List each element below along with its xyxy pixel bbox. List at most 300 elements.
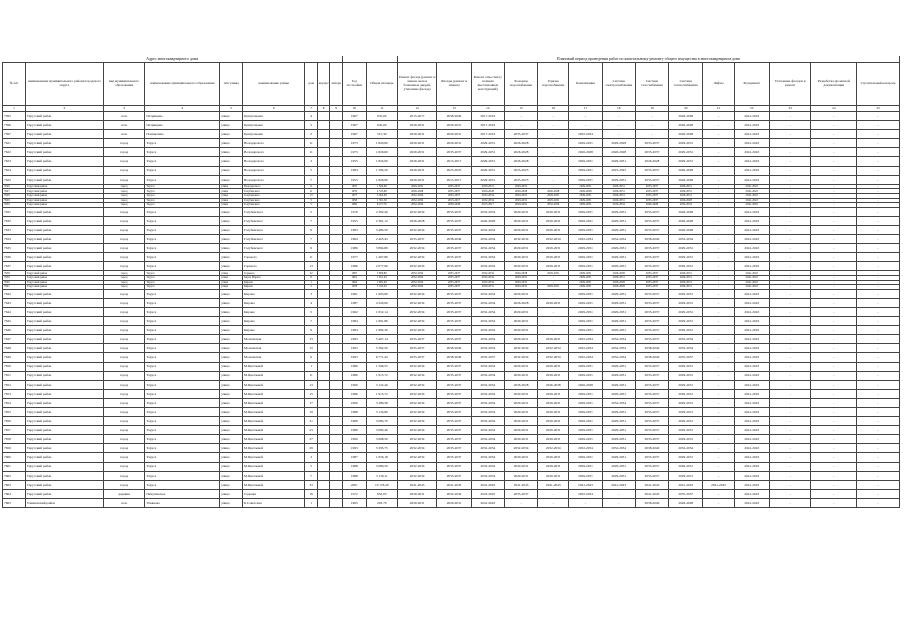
table-cell: Таруса — [145, 253, 220, 262]
table-cell: 2035-2037 — [635, 389, 668, 398]
table-cell: 2029-2031 — [504, 203, 537, 208]
table-cell: 2035-2037 — [635, 435, 668, 444]
table-cell: улица — [220, 317, 243, 326]
table-cell: Тарусский район — [25, 298, 103, 307]
table-cell: 2035-2037 — [635, 175, 668, 184]
table-cell: 2032-2034 — [397, 193, 436, 198]
table-cell: 1 656,18 — [366, 453, 397, 462]
table-cell: 3 068,50 — [366, 435, 397, 444]
table-cell: 1976 — [342, 189, 366, 194]
table-row — [3, 207, 900, 216]
table-cell: 2041-2043 — [734, 471, 769, 480]
column-header: Строительный контроль — [857, 63, 900, 106]
table-cell: 2029-2031 — [504, 198, 537, 203]
table-cell: улица — [220, 244, 243, 253]
table-row — [3, 371, 900, 380]
table-cell: Таруса — [145, 317, 220, 326]
table-cell — [330, 453, 343, 462]
table-cell: 2038-2040 — [635, 235, 668, 244]
table-cell: 2029-2031 — [569, 426, 602, 435]
table-cell: город — [103, 307, 145, 316]
table-cell: 2026-2028 — [602, 271, 635, 276]
column-number: 25 — [857, 106, 900, 112]
table-cell: М.Цветаевой — [243, 398, 305, 407]
table-cell: 2029-2031 — [538, 417, 569, 426]
table-cell: город — [103, 398, 145, 407]
table-cell: 2041-2043 — [734, 130, 769, 139]
table-cell: - — [811, 371, 857, 380]
table-cell: 2032-2034 — [437, 489, 471, 498]
table-cell: улица — [220, 362, 243, 371]
table-cell: 2029-2031 — [437, 498, 471, 507]
column-header: Канализация — [569, 63, 602, 106]
table-cell: улица — [220, 175, 243, 184]
table-row — [3, 389, 900, 398]
table-cell: 7656 — [3, 417, 26, 426]
table-cell: - — [811, 285, 857, 290]
table-cell: Тарусский район — [25, 262, 103, 271]
table-cell: 1 820,60 — [366, 139, 397, 148]
table-cell: Тарусский район — [25, 225, 103, 234]
table-cell: улица — [220, 471, 243, 480]
table-cell: 4 — [305, 298, 317, 307]
table-cell: - — [504, 112, 537, 121]
table-cell: город — [103, 426, 145, 435]
table-cell: 2041-2043 — [734, 489, 769, 498]
table-cell: 2032-2034 — [471, 271, 504, 276]
table-cell: - — [857, 480, 900, 489]
table-cell: - — [538, 307, 569, 316]
table-cell — [317, 462, 329, 471]
table-cell: 2035-2037 — [635, 280, 668, 285]
table-cell: 2035-2037 — [635, 253, 668, 262]
table-cell: 7597 — [3, 130, 26, 139]
table-cell: 7659 — [3, 444, 26, 453]
table-cell — [330, 307, 343, 316]
table-cell: 1982 — [342, 203, 366, 208]
table-cell: деревня — [103, 489, 145, 498]
table-cell: 2032-2034 — [471, 444, 504, 453]
table-cell: 15 — [305, 389, 317, 398]
table-cell — [317, 121, 329, 130]
table-cell: улица — [220, 326, 243, 335]
table-cell: 1990 — [342, 398, 366, 407]
table-row — [3, 166, 900, 175]
table-cell: 2032-2034 — [471, 253, 504, 262]
table-cell: 635,00 — [366, 112, 397, 121]
table-cell: 2035-2037 — [635, 462, 668, 471]
table-cell: 2041-2043 — [734, 289, 769, 298]
table-cell — [317, 426, 329, 435]
table-cell: 2032-2034 — [397, 203, 436, 208]
table-row — [3, 335, 900, 344]
table-cell — [330, 166, 343, 175]
column-number: 7 — [305, 106, 317, 112]
table-cell: 1 599,55 — [366, 362, 397, 371]
table-cell: 2041-2043 — [635, 480, 668, 489]
table-cell: - — [635, 121, 668, 130]
table-cell: город — [103, 193, 145, 198]
table-cell: 2032-2034 — [471, 225, 504, 234]
table-cell: 6 277,70 — [366, 203, 397, 208]
table-cell: 7653 — [3, 389, 26, 398]
table-cell: - — [769, 189, 811, 194]
table-cell: город — [103, 326, 145, 335]
periods-group-header: Плановый период проведения работ по капитальному ремонту общего имущества в многоквартирном доме — [397, 56, 899, 63]
table-cell: 2032-2034 — [504, 235, 537, 244]
table-cell: Голубевского — [243, 225, 305, 234]
table-cell: 1983 — [342, 225, 366, 234]
table-cell: 1 — [305, 280, 317, 285]
table-cell: Таруса — [145, 203, 220, 208]
table-cell: 7629 — [3, 198, 26, 203]
table-cell: 2041-2043 — [734, 285, 769, 290]
table-cell: 7665 — [3, 498, 26, 507]
table-cell: - — [857, 453, 900, 462]
table-cell: - — [857, 444, 900, 453]
table-cell: 2029-2031 — [397, 139, 436, 148]
table-cell: Таруса — [145, 198, 220, 203]
table-cell: - — [811, 262, 857, 271]
column-header: Разработка проектной документации — [811, 63, 857, 106]
table-cell: Голубевского — [243, 193, 305, 198]
table-cell: 1967 — [342, 121, 366, 130]
table-cell: 2029-2031 — [602, 184, 635, 189]
table-row — [3, 298, 900, 307]
table-cell: 2035-2037 — [635, 362, 668, 371]
table-cell: Володарского — [243, 166, 305, 175]
table-cell: 2029-2031 — [602, 193, 635, 198]
table-cell: 2032-2034 — [538, 235, 569, 244]
table-cell: - — [769, 380, 811, 389]
table-cell: - — [703, 471, 734, 480]
table-cell: 2029-2031 — [669, 317, 703, 326]
table-cell: 3 122,40 — [366, 380, 397, 389]
table-cell: 2029-2031 — [569, 198, 602, 203]
table-cell: 2041-2043 — [471, 480, 504, 489]
table-cell: 2029-2031 — [602, 317, 635, 326]
table-cell — [330, 389, 343, 398]
table-cell: 2032-2034 — [569, 344, 602, 353]
table-cell: улица — [220, 271, 243, 276]
table-cell: 2029-2031 — [504, 389, 537, 398]
table-cell: Горького — [243, 271, 305, 276]
table-cell: 2029-2031 — [569, 453, 602, 462]
table-cell: 2032-2034 — [471, 262, 504, 271]
table-cell: 2035-2037 — [635, 298, 668, 307]
table-cell: Кирова — [243, 289, 305, 298]
table-cell: улица — [220, 353, 243, 362]
table-cell: Кирова — [243, 317, 305, 326]
table-cell: 3 362,00 — [366, 193, 397, 198]
table-cell: 1955 — [342, 216, 366, 225]
table-cell: 2015-2017 — [437, 175, 471, 184]
table-cell: - — [811, 166, 857, 175]
table-cell: город — [103, 203, 145, 208]
table-cell: - — [857, 203, 900, 208]
table-cell: 2029-2031 — [669, 275, 703, 280]
table-cell: 2032-2034 — [397, 298, 436, 307]
table-cell: - — [703, 207, 734, 216]
table-cell: Петрищево — [145, 112, 220, 121]
table-cell: - — [857, 417, 900, 426]
table-cell: город — [103, 407, 145, 416]
table-cell: Тарусский район — [25, 280, 103, 285]
table-cell: - — [857, 398, 900, 407]
table-cell: 2032-2034 — [538, 203, 569, 208]
table-cell: - — [811, 225, 857, 234]
column-number: 15 — [504, 106, 537, 112]
table-cell: 5 — [305, 307, 317, 316]
table-cell: Тарусский район — [25, 417, 103, 426]
table-cell: 2041-2043 — [669, 480, 703, 489]
table-cell: улица — [220, 139, 243, 148]
table-cell: - — [538, 130, 569, 139]
table-cell: 2032-2034 — [397, 207, 436, 216]
table-cell: 2029-2031 — [538, 253, 569, 262]
table-cell: 1 651,63 — [366, 275, 397, 280]
table-cell: Тарусский район — [25, 344, 103, 353]
table-cell: Тарусский район — [25, 112, 103, 121]
column-header: Фундамент — [734, 63, 769, 106]
table-cell: улица — [220, 444, 243, 453]
table-cell: 2035-2037 — [437, 307, 471, 316]
table-cell: 2035-2037 — [635, 166, 668, 175]
table-cell: 2029-2031 — [471, 184, 504, 189]
table-cell: 13 — [305, 380, 317, 389]
table-cell: - — [703, 371, 734, 380]
table-row — [3, 489, 900, 498]
table-cell: Таруса — [145, 175, 220, 184]
table-cell: Голубевского — [243, 189, 305, 194]
table-cell: 2026-2028 — [504, 380, 537, 389]
table-cell: Кирова — [243, 326, 305, 335]
table-cell: - — [857, 362, 900, 371]
table-cell: 2029-2031 — [569, 362, 602, 371]
table-cell: 2029-2031 — [504, 371, 537, 380]
table-cell: Таруса — [145, 184, 220, 189]
table-cell: 2035-2037 — [635, 193, 668, 198]
table-cell: - — [703, 353, 734, 362]
table-cell: 2035-2037 — [635, 271, 668, 276]
table-cell: - — [703, 444, 734, 453]
table-cell: Таруса — [145, 166, 220, 175]
table-cell: 2035-2037 — [437, 371, 471, 380]
table-cell: - — [769, 335, 811, 344]
table-cell: город — [103, 280, 145, 285]
table-cell: город — [103, 480, 145, 489]
table-cell: Володарского — [243, 184, 305, 189]
table-cell: 1 824,00 — [366, 184, 397, 189]
table-cell: М.Цветаевой — [243, 389, 305, 398]
table-cell: - — [703, 157, 734, 166]
table-cell: - — [857, 489, 900, 498]
table-cell: село — [103, 121, 145, 130]
table-cell: - — [703, 335, 734, 344]
table-cell: Таруса — [145, 326, 220, 335]
table-cell: 2029-2031 — [569, 216, 602, 225]
column-number: 6 — [243, 106, 305, 112]
table-row — [3, 112, 900, 121]
table-cell: 2029-2031 — [538, 362, 569, 371]
table-cell: 2035-2037 — [471, 353, 504, 362]
table-cell: 2 405,45 — [366, 235, 397, 244]
table-cell: 2029-2031 — [569, 139, 602, 148]
table-cell: - — [857, 285, 900, 290]
table-cell: 2041-2043 — [734, 353, 769, 362]
table-cell: 11 — [305, 253, 317, 262]
table-cell: 2035-2037 — [635, 289, 668, 298]
table-cell: 2026-2028 — [397, 189, 436, 194]
table-cell: 1965 — [342, 498, 366, 507]
table-cell: 2041-2043 — [734, 344, 769, 353]
table-cell: 3 139,11 — [366, 471, 397, 480]
table-cell: 2032-2034 — [397, 244, 436, 253]
table-cell: - — [769, 444, 811, 453]
table-cell: 2035-2037 — [635, 207, 668, 216]
table-row — [3, 307, 900, 316]
table-cell: - — [703, 453, 734, 462]
table-cell: 2029-2031 — [569, 253, 602, 262]
table-cell: 2032-2034 — [397, 280, 436, 285]
table-cell: Тарусский район — [25, 471, 103, 480]
table-cell: 13 — [305, 262, 317, 271]
table-cell: город — [103, 444, 145, 453]
table-cell: 1 584,20 — [366, 166, 397, 175]
table-cell: 2029-2031 — [504, 225, 537, 234]
table-cell: - — [769, 112, 811, 121]
table-cell: 2041-2043 — [734, 398, 769, 407]
table-cell: 2026-2028 — [669, 216, 703, 225]
table-cell: 2029-2031 — [569, 307, 602, 316]
table-cell: 2029-2031 — [602, 262, 635, 271]
table-cell: город — [103, 380, 145, 389]
table-cell: 2035-2037 — [635, 216, 668, 225]
table-cell: 3 — [305, 157, 317, 166]
table-cell: 7630 — [3, 203, 26, 208]
table-cell: Тарусский район — [25, 371, 103, 380]
table-cell: Московская — [243, 344, 305, 353]
table-cell: 2032-2034 — [669, 344, 703, 353]
table-cell: 2035-2037 — [437, 193, 471, 198]
table-cell: улица — [220, 193, 243, 198]
table-cell: - — [811, 353, 857, 362]
table-cell: 7635 — [3, 244, 26, 253]
table-cell: М.Цветаевой — [243, 444, 305, 453]
table-cell — [317, 435, 329, 444]
table-cell: Голубевского — [243, 216, 305, 225]
table-cell: 3 389,58 — [366, 398, 397, 407]
table-cell: 2032-2034 — [397, 453, 436, 462]
table-cell: 2029-2031 — [669, 435, 703, 444]
table-cell: 2035-2037 — [635, 471, 668, 480]
table-cell — [317, 371, 329, 380]
table-cell: 2032-2034 — [397, 262, 436, 271]
table-cell: 2029-2031 — [669, 326, 703, 335]
table-cell: Тарусский район — [25, 198, 103, 203]
table-cell: 2035-2037 — [437, 407, 471, 416]
table-cell: 2035-2037 — [437, 462, 471, 471]
table-cell: Центральная — [243, 130, 305, 139]
table-cell: 7 — [305, 471, 317, 480]
table-cell: - — [857, 498, 900, 507]
table-cell — [330, 498, 343, 507]
table-cell: 2026-2028 — [538, 189, 569, 194]
table-cell: Тарусский район — [25, 235, 103, 244]
table-cell: 5 362,50 — [366, 344, 397, 353]
table-cell: 2029-2031 — [569, 435, 602, 444]
table-cell: 2029-2031 — [569, 317, 602, 326]
table-cell: 7647 — [3, 335, 26, 344]
table-cell: 3 806,80 — [366, 271, 397, 276]
table-cell — [317, 489, 329, 498]
table-cell: 2029-2031 — [669, 189, 703, 194]
table-cell: 2029-2031 — [569, 203, 602, 208]
table-row — [3, 417, 900, 426]
table-cell: 2029-2031 — [504, 253, 537, 262]
table-cell: 2029-2031 — [569, 417, 602, 426]
table-cell: 1961 — [342, 275, 366, 280]
table-cell: 2035-2037 — [437, 280, 471, 285]
table-cell: 2032-2034 — [569, 353, 602, 362]
table-cell — [330, 489, 343, 498]
table-cell: 2032-2034 — [504, 444, 537, 453]
table-cell: 7 — [305, 216, 317, 225]
table-cell: - — [538, 184, 569, 189]
table-cell: Тарусский район — [25, 207, 103, 216]
table-cell: 7646 — [3, 326, 26, 335]
table-cell: - — [769, 417, 811, 426]
table-cell: 2026-2028 — [669, 225, 703, 234]
table-cell: - — [703, 498, 734, 507]
table-cell: 2026-2028 — [397, 216, 436, 225]
table-cell: 2026-2028 — [504, 139, 537, 148]
table-cell: - — [811, 426, 857, 435]
table-cell: - — [857, 121, 900, 130]
table-cell: 9 — [305, 184, 317, 189]
table-cell: город — [103, 285, 145, 290]
table-cell: Кирова — [243, 280, 305, 285]
table-cell: 1990 — [342, 435, 366, 444]
table-cell: Тарусский район — [25, 362, 103, 371]
table-cell: - — [769, 435, 811, 444]
table-cell: 3 345,03 — [366, 285, 397, 290]
table-cell: 2041-2043 — [437, 480, 471, 489]
table-cell: 1986 — [342, 371, 366, 380]
table-cell: Тарусский район — [25, 189, 103, 194]
table-cell: Кирова — [243, 285, 305, 290]
table-cell: 7645 — [3, 317, 26, 326]
table-cell: - — [769, 398, 811, 407]
table-cell: Таруса — [145, 157, 220, 166]
table-cell: улица — [220, 462, 243, 471]
table-cell: Кирова — [243, 298, 305, 307]
table-cell: 33 — [305, 480, 317, 489]
table-cell: 2029-2031 — [569, 157, 602, 166]
table-cell: - — [538, 289, 569, 298]
table-cell — [317, 407, 329, 416]
table-cell: 1 981,40 — [366, 280, 397, 285]
table-cell: 2035-2037 — [635, 285, 668, 290]
table-cell: 7595 — [3, 112, 26, 121]
table-cell: - — [769, 271, 811, 276]
table-cell: - — [811, 244, 857, 253]
column-header: Горячее водоснабжение — [538, 63, 569, 106]
table-cell — [330, 298, 343, 307]
table-cell: 2041-2043 — [734, 121, 769, 130]
table-cell: 2038-2040 — [437, 203, 471, 208]
table-cell: улица — [220, 489, 243, 498]
